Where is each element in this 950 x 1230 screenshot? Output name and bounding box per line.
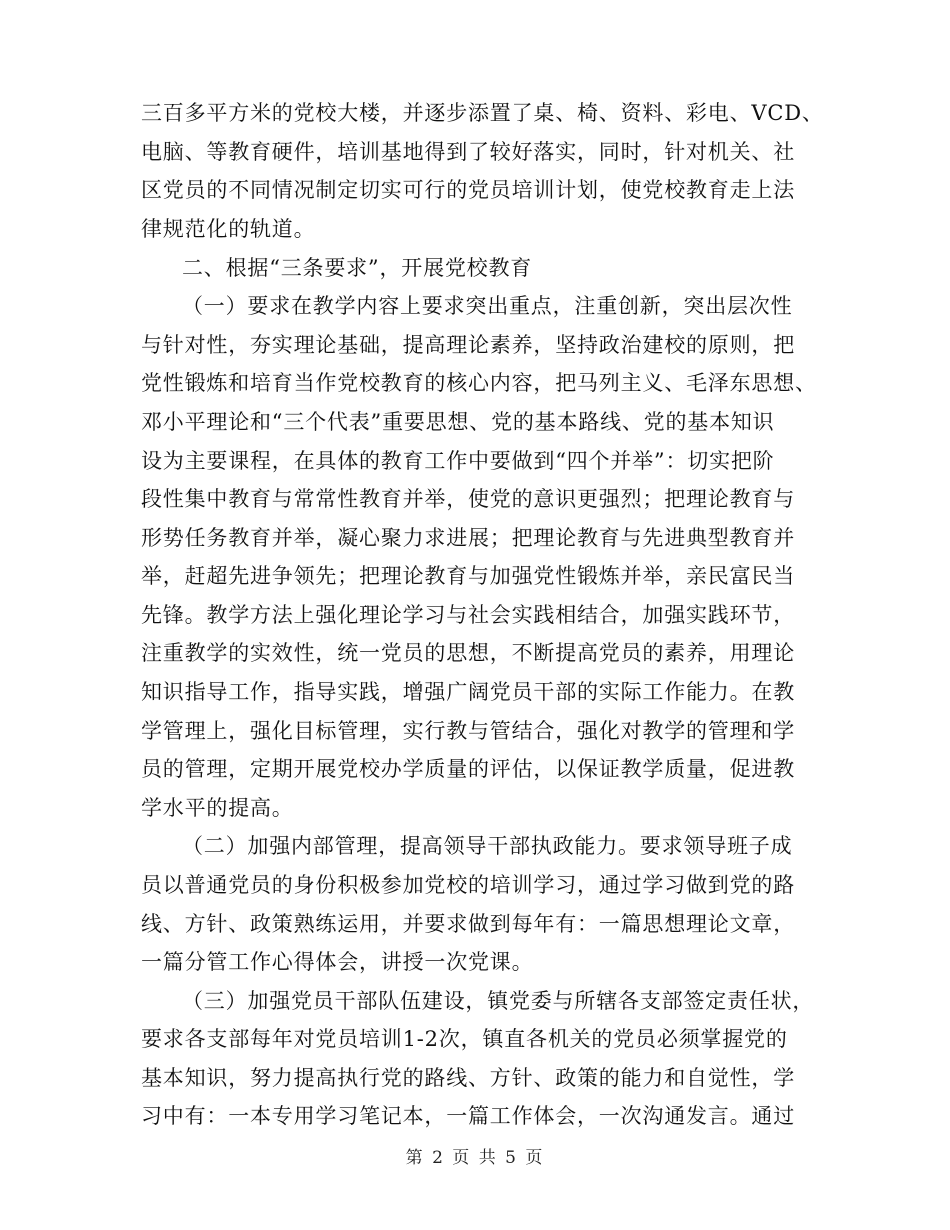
text-line: 学管理上，强化目标管理，实行教与管结合，强化对教学的管理和学 (141, 719, 795, 743)
page-number: 第 2 页 共 5 页 (405, 1148, 545, 1168)
text-line: 习中有：一本专用学习笔记本，一篇工作体会，一次沟通发言。通过 (141, 1104, 795, 1128)
text-line: 先锋。教学方法上强化理论学习与社会实践相结合，加强实践环节， (141, 603, 795, 627)
text-line: 三百多平方米的党校大楼，并逐步添置了桌、椅、资料、彩电、VCD、 (141, 101, 824, 125)
text-line: 邓小平理论和“三个代表”重要思想、党的基本路线、党的基本知识 (141, 410, 775, 434)
text-line: 员的管理，定期开展党校办学质量的评估，以保证教学质量，促进教 (141, 757, 795, 781)
text-line: 段性集中教育与常常性教育并举，使党的意识更强烈；把理论教育与 (141, 487, 795, 511)
text-line: 形势任务教育并举，凝心聚力求进展；把理论教育与先进典型教育并 (141, 526, 795, 550)
text-line: 党性锻炼和培育当作党校教育的核心内容，把马列主义、毛泽东思想、 (141, 371, 817, 395)
text-line: 注重教学的实效性，统一党员的思想，不断提高党员的素养，用理论 (141, 641, 795, 665)
text-line: （三）加强党员干部队伍建设，镇党委与所辖各支部签定责任状， (182, 989, 815, 1013)
text-line: 要求各支部每年对党员培训1-2次，镇直各机关的党员必须掌握党的 (141, 1027, 788, 1051)
text-line: 知识指导工作，指导实践，增强广阔党员干部的实际工作能力。在教 (141, 680, 795, 704)
text-line: （二）加强内部管理，提高领导干部执政能力。要求领导班子成 (182, 834, 793, 858)
text-line: 设为主要课程，在具体的教育工作中要做到“四个并举”：切实把阶 (141, 449, 775, 473)
text-line: 基本知识，努力提高执行党的路线、方针、政策的能力和自觉性，学 (141, 1066, 795, 1090)
text-line: 线、方针、政策熟练运用，并要求做到每年有：一篇思想理论文章， (141, 912, 795, 936)
text-line: 学水平的提高。 (141, 796, 294, 820)
text-line: 区党员的不同情况制定切实可行的党员培训计划，使党校教育走上法 (141, 178, 795, 202)
text-line: 员以普通党员的身份积极参加党校的培训学习，通过学习做到党的路 (141, 873, 795, 897)
text-line: 举，赶超先进争领先；把理论教育与加强党性锻炼并举，亲民富民当 (141, 564, 795, 588)
text-line: （一）要求在教学内容上要求突出重点，注重创新，突出层次性 (182, 294, 793, 318)
section-heading: 二、根据“三条要求”，开展党校教育 (182, 256, 533, 280)
text-line: 一篇分管工作心得体会，讲授一次党课。 (141, 950, 534, 974)
text-line: 电脑、等教育硬件，培训基地得到了较好落实，同时，针对机关、社 (141, 140, 795, 164)
text-line: 律规范化的轨道。 (141, 217, 316, 241)
text-line: 与针对性，夯实理论基础，提高理论素养，坚持政治建校的原则，把 (141, 333, 795, 357)
